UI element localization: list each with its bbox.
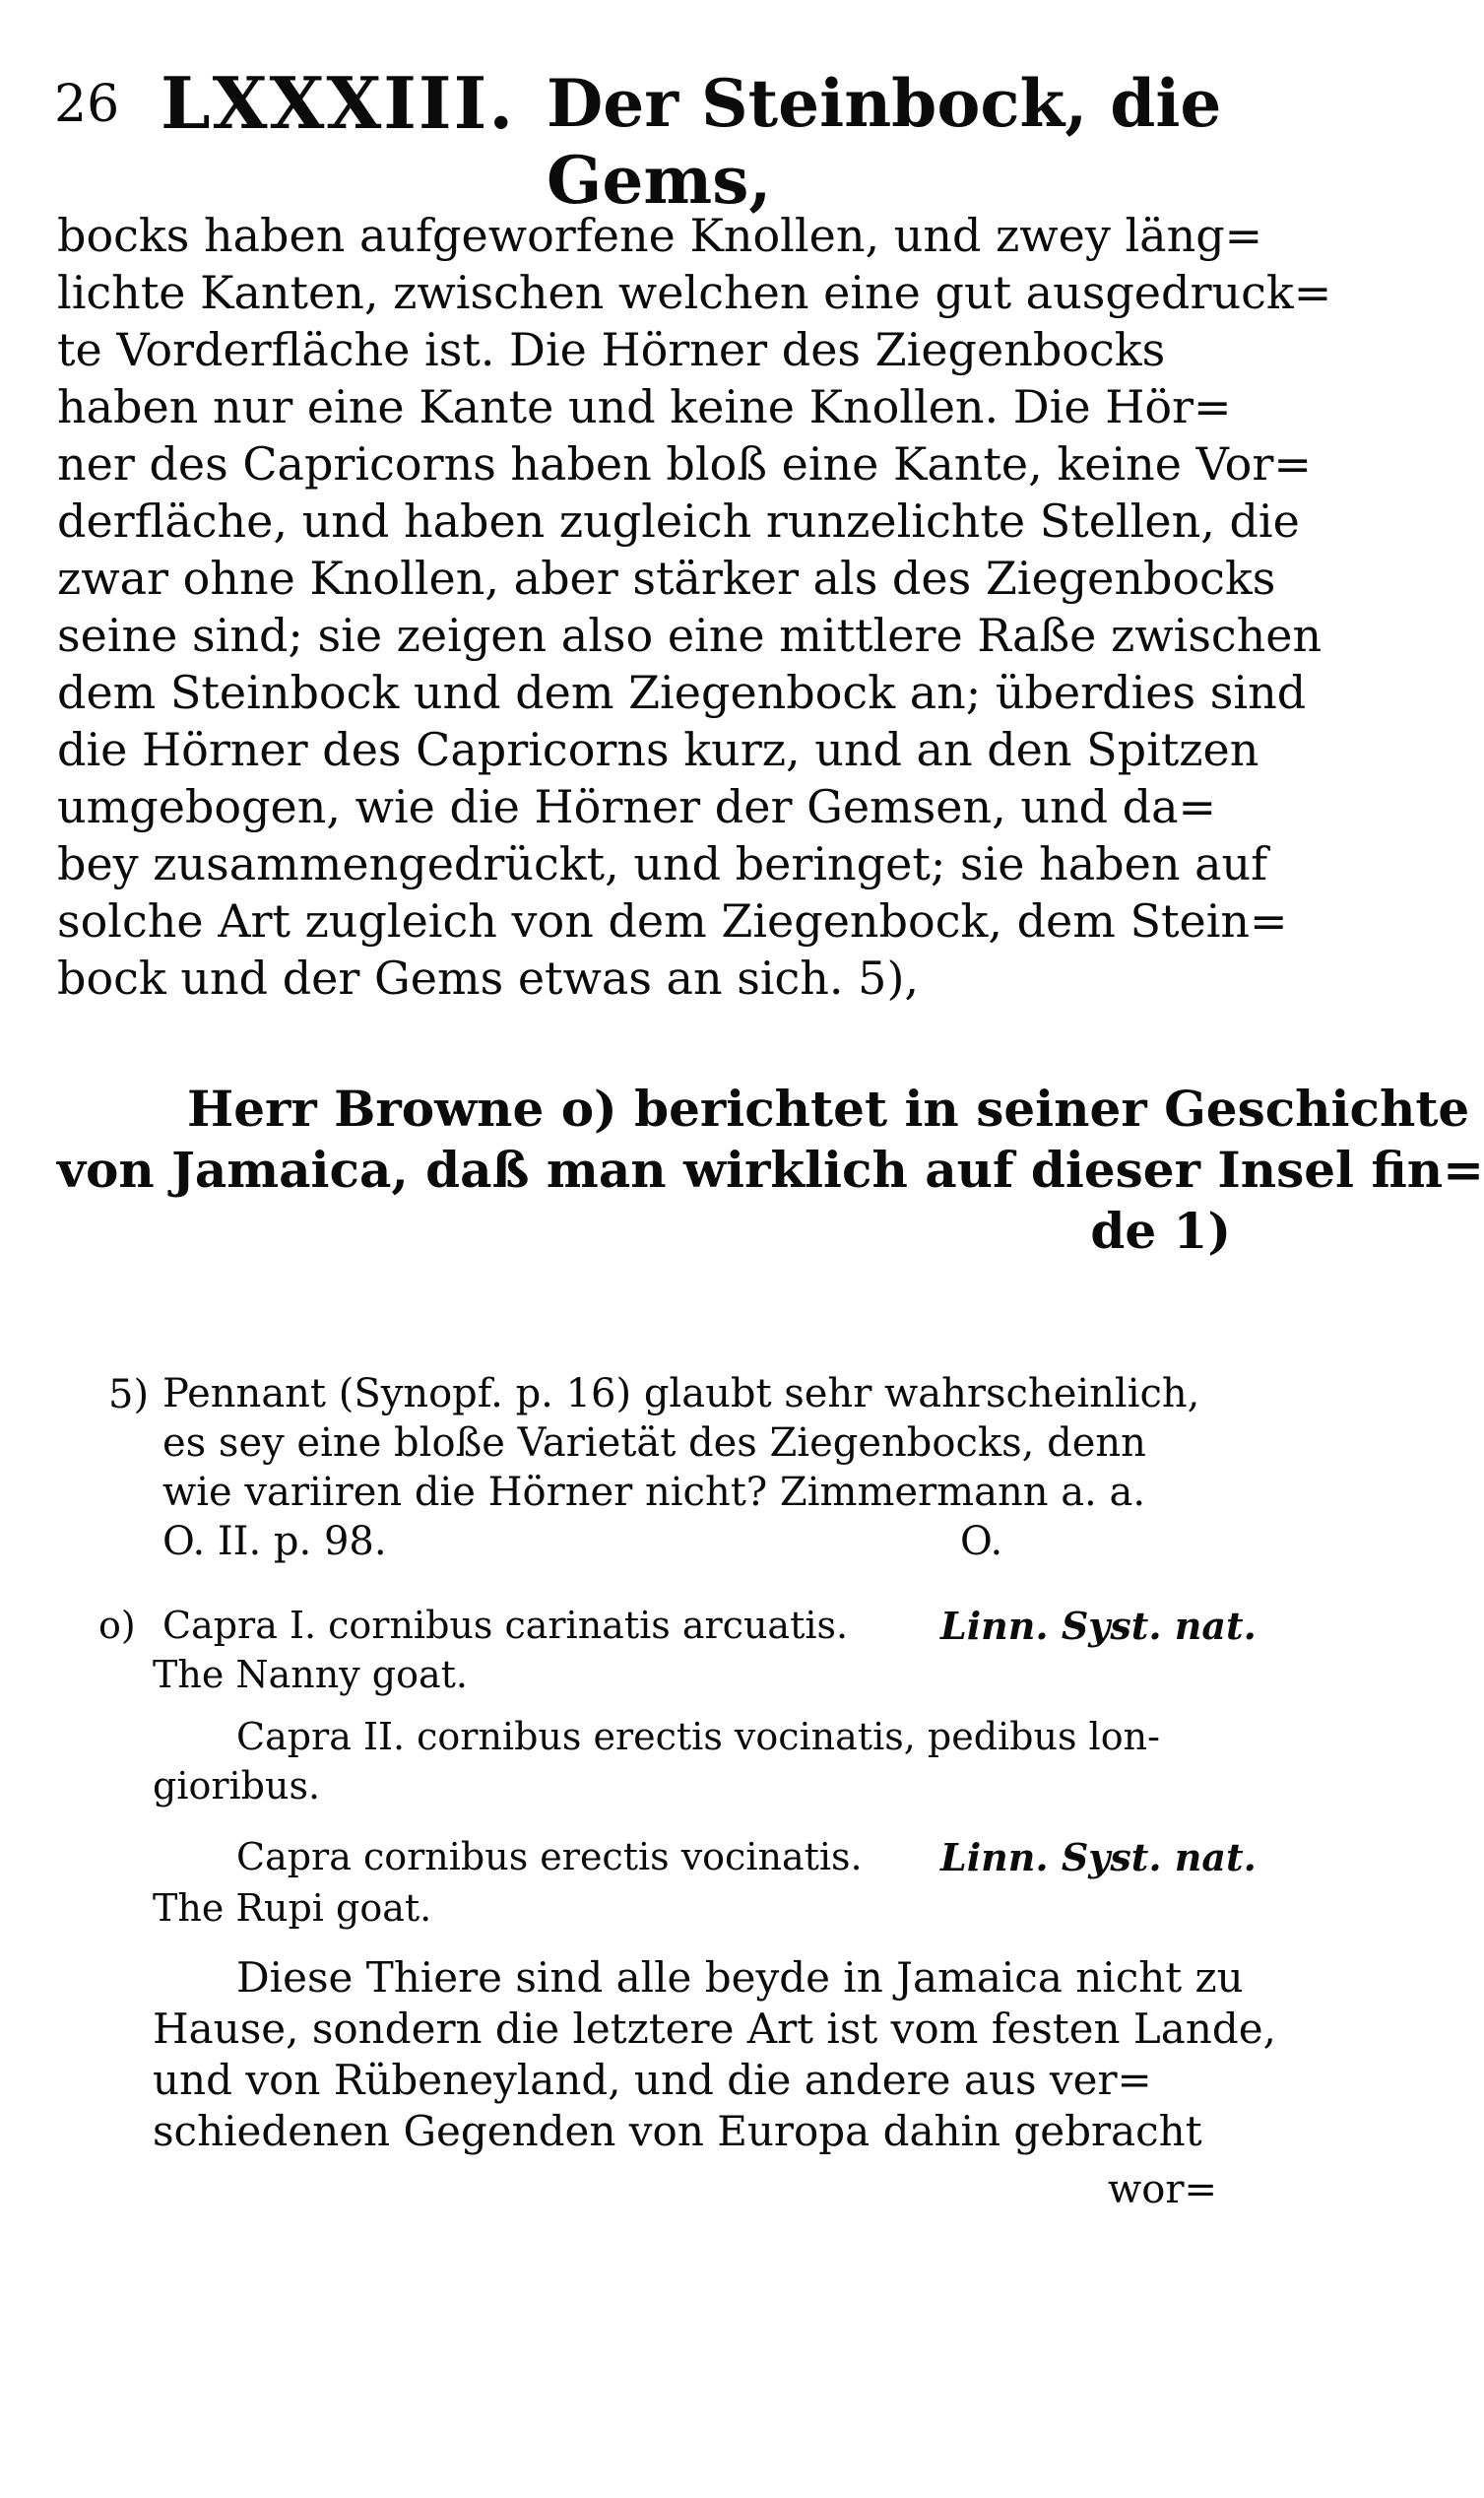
page-number: 26 (54, 75, 120, 134)
chapter-number: LXXXIII. (161, 61, 516, 145)
footnote-line: Capra I. cornibus carinatis arcuatis. (162, 1604, 849, 1647)
footnote-line: und von Rübeneyland, und die andere aus ver= (153, 2056, 1152, 2104)
text-line: zwar ohne Knollen, aber stärker als des Ziegenbocks (57, 552, 1276, 605)
text-line: dem Steinbock und dem Ziegenbock an; überdies sind (57, 666, 1307, 719)
citation: Linn. Syst. nat. (940, 1835, 1257, 1879)
running-header (54, 59, 1226, 219)
text-line: te Vorderfläche ist. Die Hörner des Ziegenbocks (57, 323, 1166, 376)
text-line: lichte Kanten, zwischen welchen eine gut ausgedruck= (57, 266, 1332, 319)
text-line: ner des Capricorns haben bloß eine Kante, keine Vor= (57, 437, 1312, 491)
text-line: bocks haben aufgeworfene Knollen, und zwey läng= (57, 209, 1263, 262)
footnote-line: Capra cornibus erectis vocinatis. (236, 1835, 863, 1878)
footnote-line: schiedenen Gegenden von Europa dahin gebracht (153, 2107, 1202, 2155)
text-line: haben nur eine Kante und keine Knollen. Die Hör= (57, 380, 1232, 433)
footnote-line: gioribus. (153, 1764, 321, 1808)
running-title: Der Steinbock, die Gems, (547, 65, 1222, 219)
text-line: bey zusammengedrückt, und beringet; sie haben auf (57, 837, 1268, 890)
footnote-line: wie variiren die Hörner nicht? Zimmermann a. a. (162, 1470, 1146, 1515)
footnote-line: es sey eine bloße Varietät des Ziegenbocks, denn (162, 1420, 1146, 1466)
text-line: seine sind; sie zeigen also eine mittlere Raße zwischen (57, 609, 1323, 662)
footnote-line: Diese Thiere sind alle beyde in Jamaica nicht zu (236, 1953, 1244, 2002)
text-line: die Hörner des Capricorns kurz, und an den Spitzen (57, 723, 1259, 776)
footnote-line: The Rupi goat. (153, 1886, 432, 1930)
footnote-marker: 5) (108, 1372, 150, 1417)
footnote-line: The Nanny goat. (153, 1653, 468, 1696)
text-line: de 1) (1090, 1202, 1231, 1260)
text-line: umgebogen, wie die Hörner der Gemsen, und da= (57, 780, 1217, 833)
text-line: solche Art zugleich von dem Ziegenbock, dem Stein= (57, 894, 1288, 948)
text-line: Herr Browne o) berichtet in seiner Geschichte (187, 1080, 1470, 1138)
footnote-reference: O. (960, 1519, 1003, 1564)
footnote-line: Hause, sondern die letztere Art ist vom festen Lande, (153, 2005, 1276, 2053)
text-line: derfläche, und haben zugleich runzelichte Stellen, die (57, 494, 1300, 548)
catchword: wor= (1108, 2167, 1217, 2212)
footnote-marker: o) (98, 1604, 136, 1647)
text-line: von Jamaica, daß man wirklich auf dieser Insel fin= (57, 1141, 1484, 1199)
footnote-reference: O. II. p. 98. (162, 1519, 387, 1564)
footnote-line: Capra II. cornibus erectis vocinatis, pedibus lon- (236, 1715, 1160, 1758)
citation: Linn. Syst. nat. (940, 1604, 1257, 1648)
footnote-line: Pennant (Synopf. p. 16) glaubt sehr wahrscheinlich, (162, 1371, 1200, 1416)
text-line: bock und der Gems etwas an sich. 5), (57, 952, 920, 1005)
